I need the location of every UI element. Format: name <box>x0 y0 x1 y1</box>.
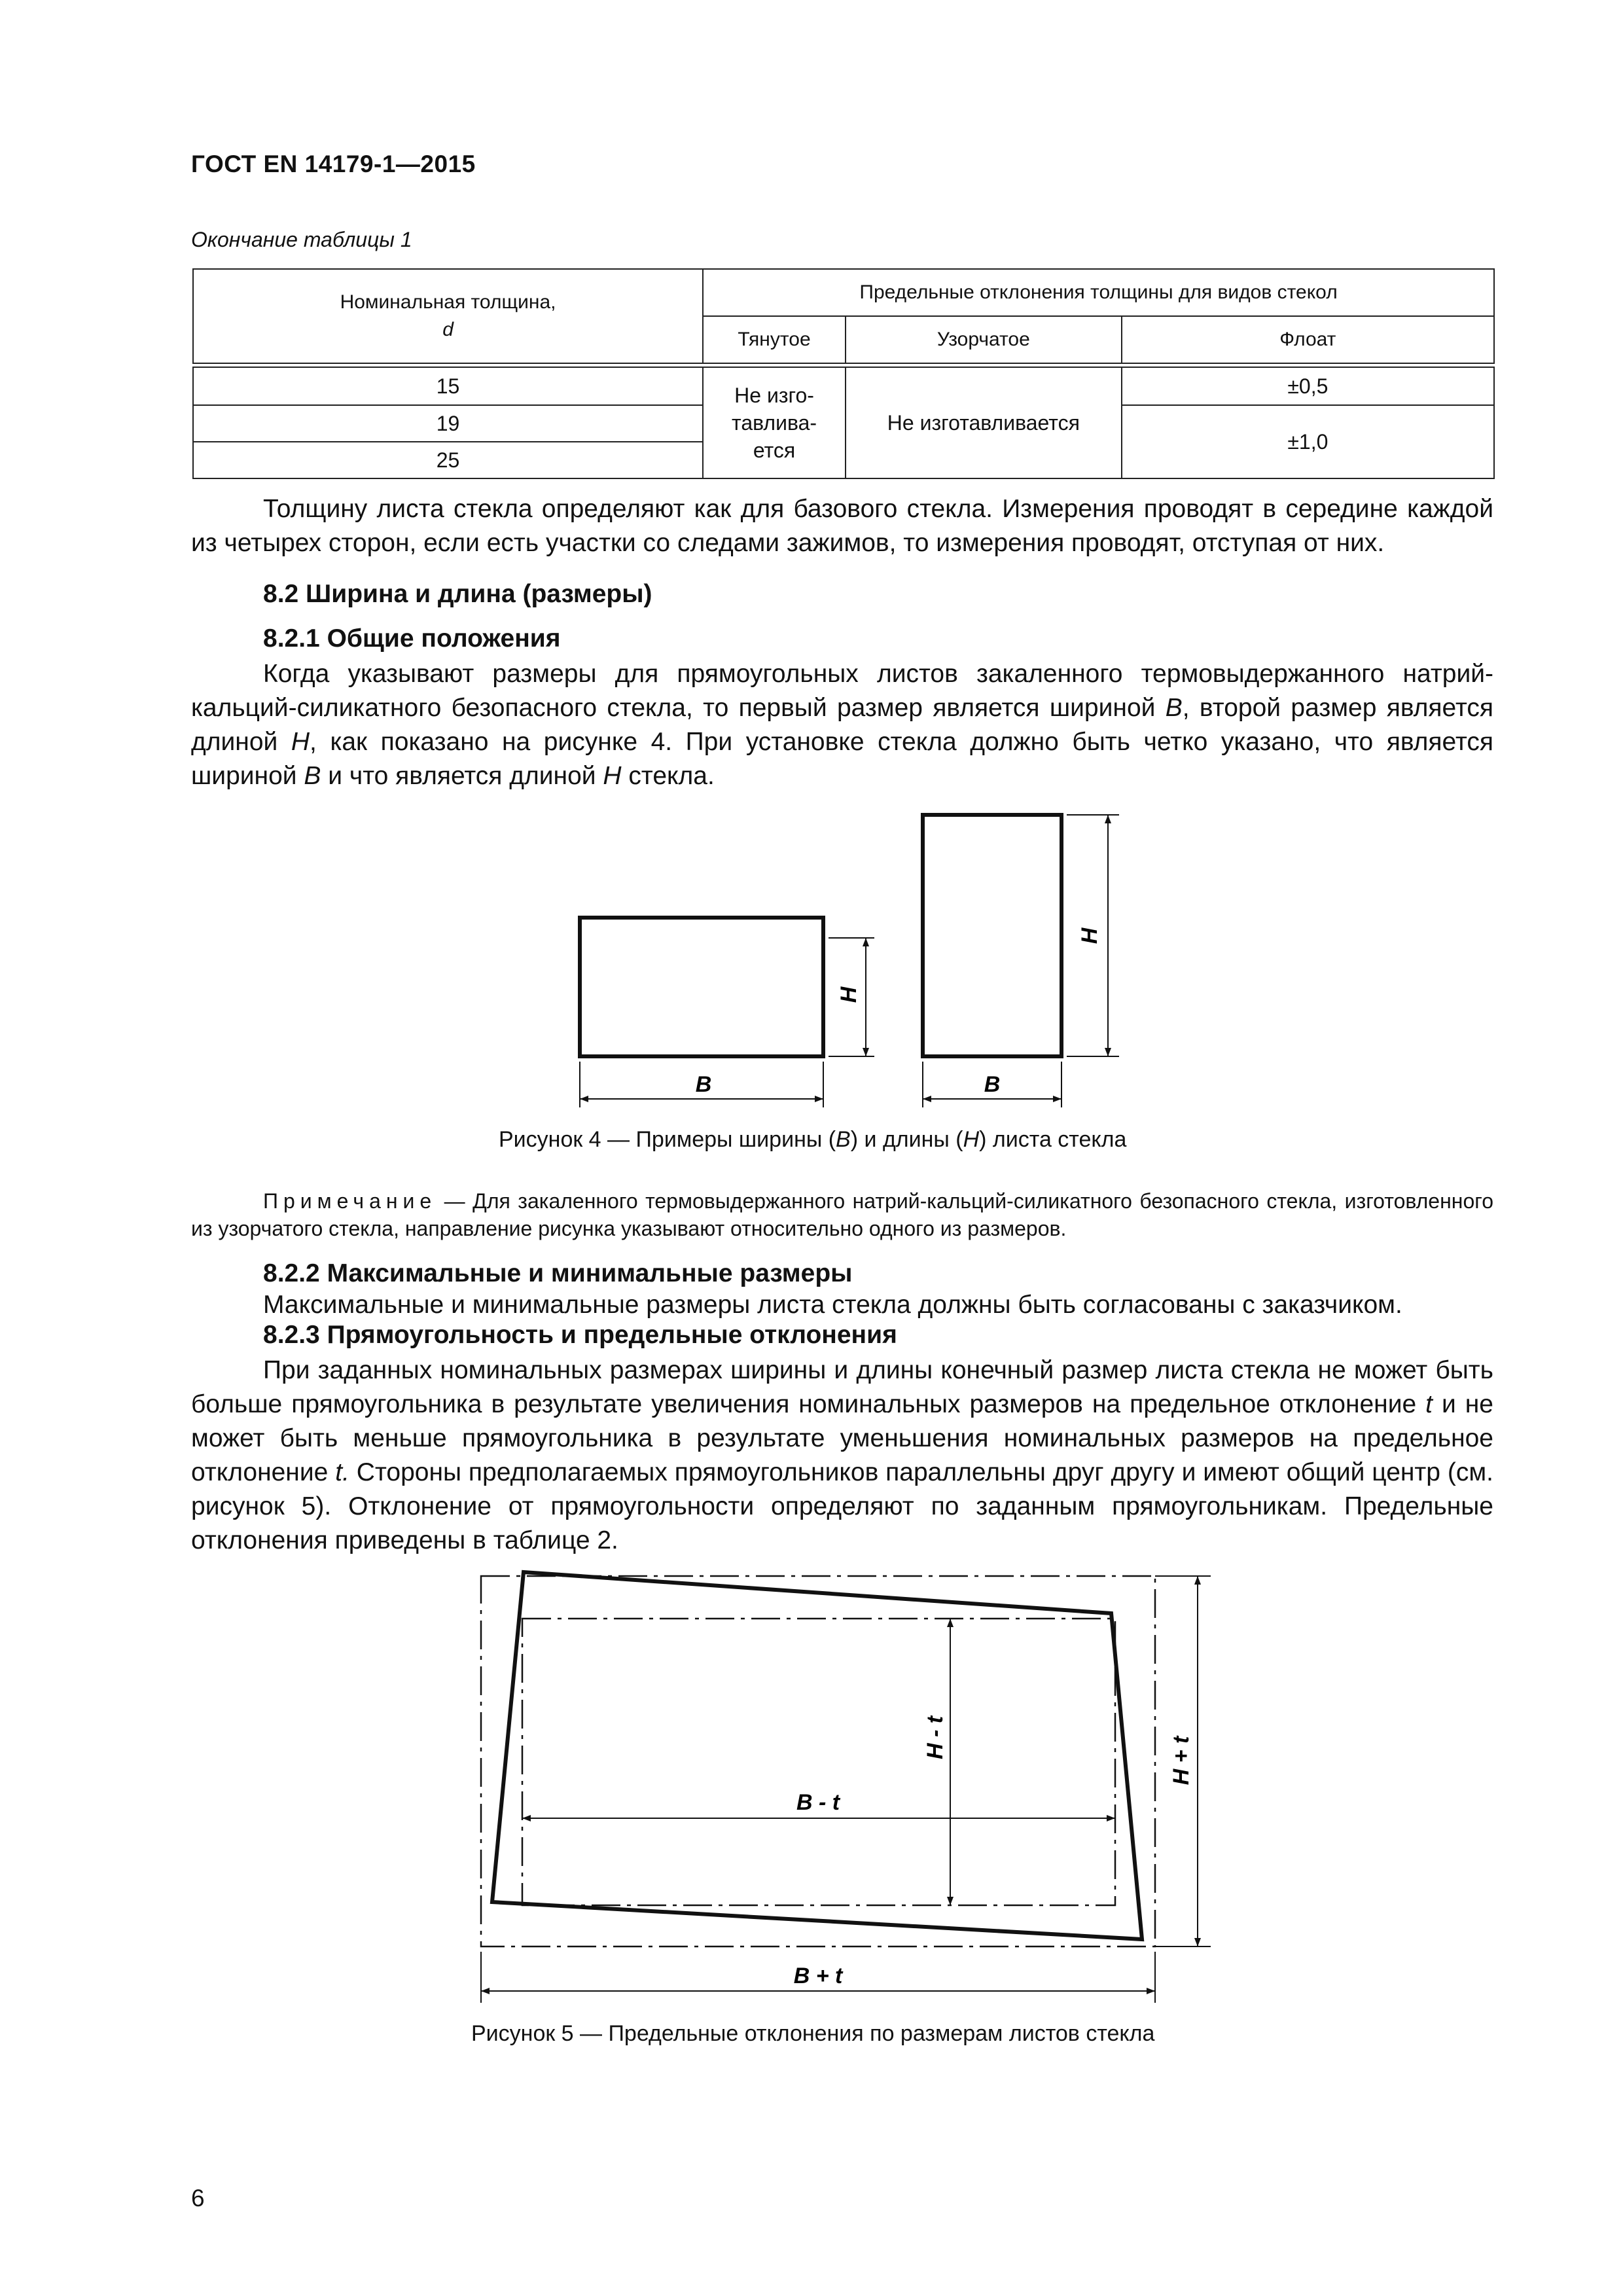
header-nominal-thickness: Номинальная толщина, d <box>193 269 703 363</box>
paragraph-rectangularity: При заданных номинальных размерах ширины и длины конечный размер листа стекла не может быть больше прямоугольника в результате увеличения номинальных размеров на предельное отклонение t и не может быть меньше прямоугольника в результате уменьшения номинальных размеров на предельное отклонение t. Стороны предполагаемых прямоугольников параллельны друг другу и имеют общий центр (см. рисунок 5). Отклонение от прямоугольности определяют по заданным прямоугольникам. Предельные отклонения приведены в таблице 2. <box>191 1356 1494 1554</box>
section-8-2-title: 8.2 Ширина и длина (размеры) <box>263 580 652 608</box>
drawn-value-cell: Не изго- тавлива- ется <box>703 367 846 478</box>
paragraph-dimensions: Когда указывают размеры для прямоугольных листов закаленного термовыдержанного натрий-кальций-силикатного безопасного стекла, то первый размер является шириной B, второй размер является длиной H, как показано на рисунке 4. При установке стекла должно быть четко указано, что является шириной B и что является длиной H стекла. <box>191 660 1493 790</box>
table-caption: Окончание таблицы 1 <box>191 228 412 251</box>
paragraph-thickness: Толщину листа стекла определяют как для базового стекла. Измерения проводят в середине каждой из четырех сторон, если есть участки со следами зажимов, то измерения проводят, отступая от них. <box>191 495 1493 557</box>
fig4-label-b2: B <box>984 1072 1001 1097</box>
outer-tolerance-rectangle <box>481 1576 1155 1946</box>
note: Примечание — Для закаленного термовыдержанного натрий-кальций-силикатного безопасного стекла, изготовленного из узорчатого стекла, направление рисунка указывают относительно одного из размеров. <box>191 1189 1493 1240</box>
fig4-label-h1: H <box>836 986 861 1003</box>
fig5-label-h-plus-t: H + t <box>1169 1736 1194 1785</box>
header-patterned: Узорчатое <box>846 316 1122 363</box>
table-row-value: 15 <box>193 367 703 405</box>
document-header: ГОСТ EN 14179-1—2015 <box>191 151 476 177</box>
header-deviation-group: Предельные отклонения толщины для видов стекол <box>703 269 1494 316</box>
header-drawn: Тянутое <box>703 316 846 363</box>
section-8-2-2-title: 8.2.2 Максимальные и минимальные размеры <box>263 1259 853 1287</box>
page-number: 6 <box>191 2185 205 2212</box>
float-value-19-25: ±1,0 <box>1122 405 1494 478</box>
header-float: Флоат <box>1122 316 1494 363</box>
fig4-label-h2: H <box>1077 927 1102 944</box>
fig5-label-b-minus-t: B - t <box>796 1790 840 1815</box>
patterned-value-cell: Не изготавливается <box>846 367 1122 478</box>
float-value-15: ±0,5 <box>1122 367 1494 405</box>
paragraph-max-min: Максимальные и минимальные размеры листа стекла должны быть согласованы с заказчиком. <box>263 1291 1402 1319</box>
figure-4-caption: Рисунок 4 — Примеры ширины (B) и длины (H) листа стекла <box>499 1127 1127 1152</box>
table-row-value: 25 <box>193 442 703 478</box>
table-row-value: 19 <box>193 405 703 442</box>
section-8-2-1-title: 8.2.1 Общие положения <box>263 624 561 653</box>
fig5-label-b-plus-t: B + t <box>793 1964 843 1988</box>
fig5-label-h-minus-t: H - t <box>923 1715 948 1760</box>
inner-tolerance-rectangle <box>522 1619 1115 1905</box>
actual-sheet-outline <box>492 1572 1142 1939</box>
figure-5-caption: Рисунок 5 — Предельные отклонения по размерам листов стекла <box>471 2021 1155 2046</box>
section-8-2-3-title: 8.2.3 Прямоугольность и предельные отклонения <box>263 1321 897 1349</box>
fig4-label-b1: B <box>695 1072 712 1097</box>
